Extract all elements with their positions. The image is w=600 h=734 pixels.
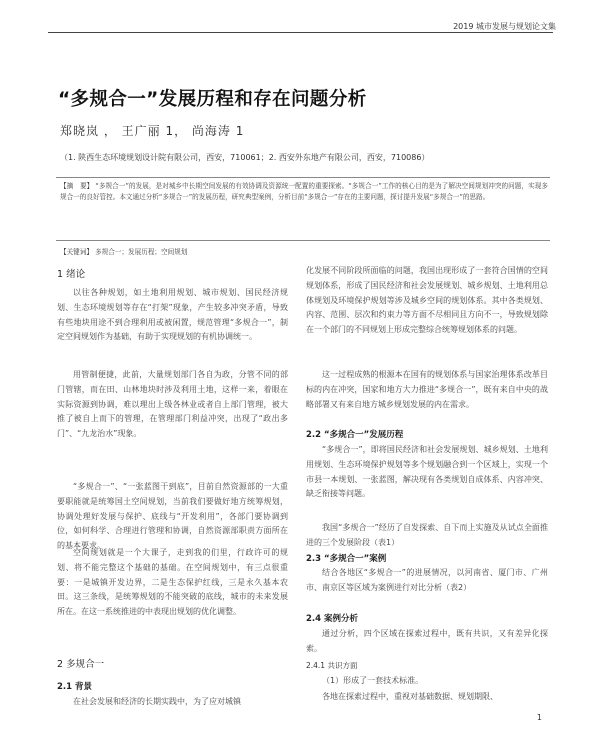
- keywords-label: 【关键词】: [60, 248, 93, 256]
- author-list: 郑晓岚 ， 王广丽 1， 尚海涛 1: [60, 124, 245, 138]
- subsection-heading-background: 2.1 背景: [57, 682, 93, 692]
- abstract-label: 【摘 要】: [60, 182, 94, 190]
- intro-paragraph-3: “多规合一”、“一张蓝图干到底”，目前自然资源部的一大重要职能就是统筹国土空间规划，当前我们要做好地方统筹规划，协调处理好发展与保护、底线与“开发利用”，各部门要协调到位，如何科学、合理进行管理和协调，自然资源部职责方面所在的基本要求。: [57, 482, 288, 551]
- right-paragraph-6: 通过分析，四个区域在探索过程中，既有共识，又有差异化探索。: [306, 629, 548, 653]
- abstract-text: “多规合一”的发展，是对城乡中长期空间发展的有效协调及资源统一配置的重要探索。“多规合一”工作的核心目的是为了解决空间规划冲突的问题，实现多规合一的良好管控。本文通过分析“多规合一”的发展历程，研究典型案例，分析目前“多规合一”存在的主要问题，探讨提升发展“多规合一”的思路。: [60, 182, 548, 202]
- subsection-heading-analysis: 2.4 案例分析: [306, 614, 359, 624]
- keywords: [60, 246, 187, 256]
- header-rule: [48, 32, 553, 33]
- right-paragraph-3: “多规合一”，即将国民经济和社会发展规划、城乡规划、土地利用规划、生态环境保护规划等多个规划融合到一个区域上，实现一个市县一本规划、一张蓝图，解决现有各类规划自成体系、内容冲突、缺乏衔接等问题。: [306, 445, 548, 499]
- section-heading-multi-plan: 2 多规合一: [57, 659, 105, 670]
- right-paragraph-2: 这一过程成熟的根源本在国有的规划体系与国家治理体系改革目标的内在冲突，国家和地方大力推进“多规合一”，既有来自中央的战略部署又有来自地方城乡规划发展的内在需求。: [306, 370, 548, 409]
- subsection-heading-cases: 2.3 “多规合一”案例: [306, 554, 387, 564]
- section-heading-intro: 1 绪论: [57, 269, 86, 280]
- paper-title: “多规合一”发展历程和存在问题分析: [58, 89, 367, 110]
- journal-header: 2019 城市发展与规划论文集: [453, 22, 556, 31]
- right-paragraph-1: 化发展不同阶段所面临的问题，我国出现形成了一套符合国情的空间规划体系，形成了国民经济和社会发展规划、城乡规划、土地利用总体规划及环境保护规划等涉及城乡空间的规划体系。其中各类规划、内容、范围、层次和约束力等方面不尽相同且方向不一，导致规划除在一个部门的不同规划上形成完整综合统筹规划体系的问题。: [306, 266, 548, 335]
- page-number: 1: [536, 713, 542, 722]
- right-paragraph-7: （1）形成了一套技术标准。: [322, 676, 424, 685]
- affiliation: （1. 陕西生态环境规划设计院有限公司，西安，710061；2. 西安外东地产有限公司，西安，710086）: [60, 153, 430, 162]
- abstract: [60, 181, 548, 203]
- right-paragraph-5: 结合各地区“多规合一”的进展情况，以河南省、厦门市、广州市、南京区等区域为案例进行对比分析（表2）: [306, 568, 548, 592]
- keywords-text: 多规合一；发展历程；空间规划: [95, 248, 188, 256]
- background-paragraph: 在社会发展和经济的长期实践中，为了应对城镇: [73, 697, 241, 706]
- subsection-heading-course: 2.2 “多规合一”发展历程: [306, 430, 404, 440]
- subsubsection-heading-common: 2.4.1 共识方面: [306, 661, 358, 670]
- intro-paragraph-2: 用管制便捷，此前，大量规划部门各自为政，分管不同的部门管辖，而在田、山林地块时涉及利用土地，这样一来，着眼在实际资源到协调，难以理出上级各林业或者自上部门管理，被大推了被自上而下的管理，在管理部门利益冲突，出现了“政出多门”、“九龙治水”现象。: [57, 370, 288, 439]
- intro-paragraph-4: 空间规划就是一个大课子，走到我的们里，行政许可的规划、将不能完整这个基础的基础。在空间规划中，有三点很重要：一是城镇开发边界，二是生态保护红线，三是永久基本农田。这三条线，是统筹规划的不能突破的底线，城市的未来发展所在。在这一系统推进的中表现出规划的优化调整。: [57, 548, 288, 617]
- intro-paragraph-1: 以往各种规划，如土地利用规划、城市规划、国民经济规划、生态环境规划等存在“打架”现象，产生较多冲突矛盾，导致有些地块用途不到合理利用或被闲置，规范管理“多规合一”，制定空间规划作为基础，有助于实现规划的有机协调统一。: [57, 288, 288, 342]
- right-paragraph-8: 各地在探索过程中，重视对基础数据、规划期限、: [322, 692, 498, 701]
- right-paragraph-4: 我国“多规合一”经历了自发探索、自下而上实施及从试点全面推进的三个发展阶段（表1）: [306, 523, 548, 547]
